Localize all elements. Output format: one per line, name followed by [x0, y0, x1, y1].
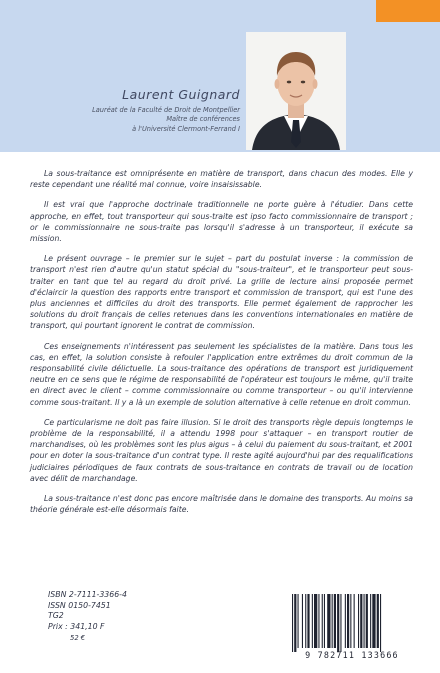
- barcode-bar: [366, 594, 368, 648]
- barcode-bar: [347, 594, 349, 648]
- barcode-bar: [354, 594, 355, 648]
- paragraph: Le présent ouvrage – le premier sur le sujet – part du postulat inverse : la commission de transport n'est rien d'autre qu'un statut spécial du "sous-traiteur", et le transporteur peut sous-traiter en tant que tel au regard du droit privé. La grille de lecture ainsi proposée permet d'éclaircir la question des rapports entre transport et commission de transport, qui est l'une des plus anciennes et difficiles du droit des transports. Elle permet également de rapprocher les solutions du droit français de celles retenues dans les conventions internationales en matière de transport, qui pourtant ignorent le contrat de commission.: [30, 254, 413, 331]
- barcode-bar: [324, 594, 325, 648]
- barcode-bar: [312, 594, 313, 648]
- author-portrait: [246, 32, 346, 150]
- author-affiliation-line: Lauréat de la Faculté de Droit de Montpellier: [92, 106, 240, 114]
- blurb-text: [30, 168, 413, 524]
- barcode-bar: [294, 594, 296, 652]
- series-code: TG2: [48, 611, 64, 621]
- barcode-bar: [318, 594, 319, 648]
- barcode-bar: [364, 594, 365, 648]
- price-francs: Prix : 341,10 F: [48, 622, 105, 632]
- isbn-block: [48, 590, 158, 644]
- paragraph: Il est vrai que l'approche doctrinale traditionnelle ne porte guère à l'étudier. Dans cette approche, en effet, tout transporteur qui sous-traite est ipso facto commissionnaire de transport ; or le commissionnaire ne sous-traite pas lorsqu'il s'adresse à un transporteur, il exécute sa mission.: [30, 200, 413, 244]
- barcode-bar: [337, 594, 339, 652]
- barcode-bar: [372, 594, 375, 648]
- paragraph: Ce particularisme ne doit pas faire illusion. Si le droit des transports règle depuis longtemps le problème de la responsabilité, il a attendu 1998 pour s'attaquer – en transport routier de marchandises, où les problèmes sont les plus aigus – à celui du paiement du sous-traitant, et 2001 pour en doter la sous-traitance d'un contrat type. Il reste agité aujourd'hui par des requalifications judiciaires périodiques de faux contrats de sous-traitance en contrats de travail ou de location avec délit de marchandage.: [30, 417, 413, 483]
- barcode-bar: [332, 594, 333, 648]
- author-name: Laurent Guignard: [122, 87, 240, 102]
- barcode-bar: [360, 594, 362, 648]
- top-band: [0, 0, 440, 22]
- author-affiliation-line: Maître de conférences: [166, 115, 240, 124]
- barcode-bar: [302, 594, 303, 648]
- paragraph: La sous-traitance n'est donc pas encore maîtrisée dans le domaine des transports. Au moins sa théorie générale est-elle désormais faite.: [30, 494, 413, 515]
- barcode-bar: [358, 594, 359, 648]
- isbn-number: ISBN 2-7111-3366-4: [48, 590, 127, 599]
- author-block: [22, 87, 240, 134]
- barcode-bar: [298, 594, 299, 648]
- portrait-image: [246, 32, 346, 150]
- barcode-bar: [307, 594, 309, 648]
- barcode-bar: [314, 594, 317, 648]
- issn-number: ISSN 0150-7451: [48, 600, 111, 610]
- barcode-bar: [292, 594, 293, 652]
- barcode-bar: [350, 594, 351, 648]
- barcode-bar: [322, 594, 323, 648]
- barcode-bar: [327, 594, 330, 648]
- orange-accent-strip: [376, 0, 440, 22]
- barcode-digits: 9 782711 133666: [305, 650, 399, 660]
- price-euros: 52 €: [70, 633, 86, 642]
- paragraph: La sous-traitance est omniprésente en matière de transport, dans chacun des modes. Elle y reste cependant une réalité mal connue, voire insaisissable.: [30, 169, 413, 190]
- barcode-bar: [370, 594, 371, 648]
- barcode-bar: [340, 594, 341, 652]
- barcode-bar: [334, 594, 336, 648]
- barcode-bar: [345, 594, 346, 648]
- barcode-bar: [380, 594, 381, 652]
- barcode-bar: [305, 594, 306, 648]
- barcode-bar: [377, 594, 379, 648]
- author-affiliation-line: à l'Université Clermont-Ferrand I: [132, 124, 240, 133]
- paragraph: Ces enseignements n'intéressent pas seulement les spécialistes de la matière. Dans tous les cas, en effet, la solution consiste à refouler l'application entre extrêmes du droit commun de la responsabilité civile délictuelle. La sous-traitance des opérations de transport est juridiquement neutre en ce sens que le régime de responsabilité de l'opérateur est toujours le même, qu'il traite en direct avec le client – comme commissionnaire ou comme transporteur – ou qu'il intervienne comme sous-traitant. Il y a là un exemple de solution alternative à celle retenue en droit commun.: [30, 341, 413, 407]
